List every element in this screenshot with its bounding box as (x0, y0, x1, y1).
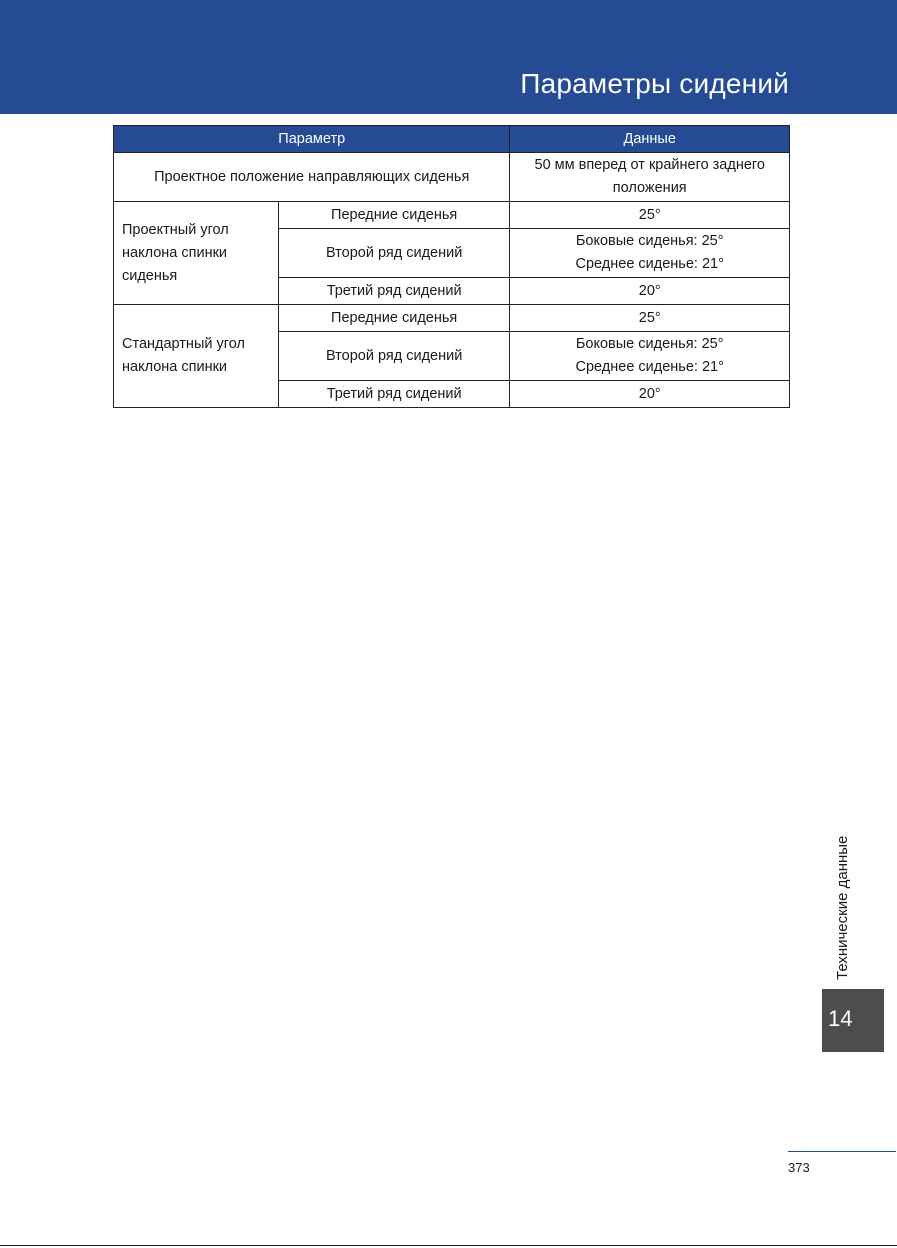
table-row (114, 305, 790, 332)
column-header-data: Данные (510, 126, 790, 153)
seat-row-value (510, 229, 790, 278)
seat-row-name: Передние сиденья (278, 305, 510, 332)
chapter-badge (822, 989, 884, 1052)
table-row (114, 202, 790, 229)
column-header-parameter: Параметр (114, 126, 510, 153)
chapter-number: 14 (828, 1006, 853, 1031)
middle-seat-value: Среднее сиденье: 21° (575, 256, 724, 272)
seat-row-name: Третий ряд сидений (278, 381, 510, 408)
table-header-row (114, 126, 790, 153)
seat-row-name: Второй ряд сидений (278, 229, 510, 278)
footer-divider (788, 1151, 896, 1152)
middle-seat-value: Среднее сиденье: 21° (575, 359, 724, 375)
seat-row-value (510, 332, 790, 381)
bottom-divider (0, 1245, 897, 1246)
seat-row-value: 20° (510, 381, 790, 408)
seat-row-name: Третий ряд сидений (278, 278, 510, 305)
design-position-value: 50 мм вперед от крайнего заднего положения (510, 153, 790, 202)
page-title: Параметры сидений (520, 68, 789, 99)
design-position-label: Проектное положение направляющих сиденья (114, 153, 510, 202)
seat-row-name: Передние сиденья (278, 202, 510, 229)
page-header (0, 0, 897, 114)
seat-row-name: Второй ряд сидений (278, 332, 510, 381)
side-seats-value: Боковые сиденья: 25° (575, 336, 724, 352)
design-angle-group-label: Проектный угол наклона спинки сиденья (114, 202, 279, 305)
section-label: Технические данные (834, 835, 851, 980)
page-number: 373 (788, 1160, 810, 1175)
seat-row-value: 20° (510, 278, 790, 305)
seat-row-value: 25° (510, 202, 790, 229)
standard-angle-group-label: Стандартный угол наклона спинки (114, 305, 279, 408)
seat-parameters-table (113, 125, 790, 408)
side-seats-value: Боковые сиденья: 25° (575, 233, 724, 249)
table-row (114, 153, 790, 202)
seat-row-value: 25° (510, 305, 790, 332)
